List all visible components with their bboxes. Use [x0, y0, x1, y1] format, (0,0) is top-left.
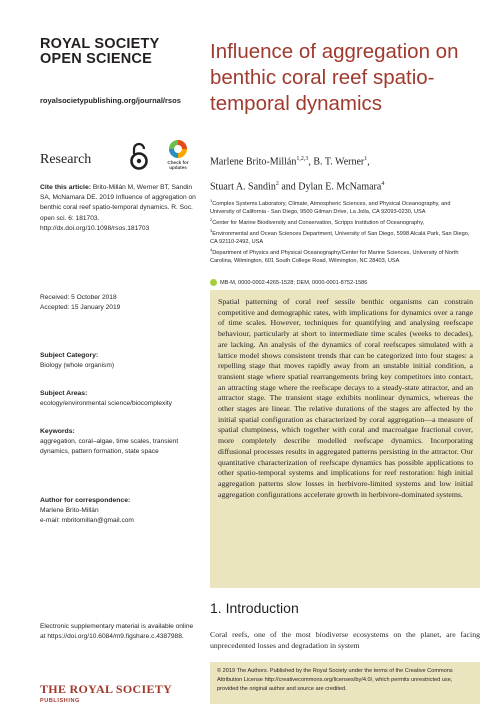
affiliation-item: $^1$Complex Systems Laboratory, Climate, Atmospheric Sciences, and Physical Oceanography, and University of California - San Diego, 9500 Gilman Drive, La Jolla, CA 92093-0230, USA — [210, 198, 451, 215]
subject-category-block — [40, 351, 198, 371]
citation-label: Cite this article: — [40, 184, 91, 191]
intro-paragraph: Coral reefs, one of the most biodiverse ecosystems on the planet, are facing unprecedented losses and degradation in system — [210, 630, 480, 650]
crossmark-label: Check for updates — [167, 160, 189, 170]
author-list — [210, 148, 490, 199]
subject-areas-value: ecology/environmental science/biocomplexity — [40, 400, 172, 408]
orcid-icon — [210, 279, 217, 286]
affiliations — [210, 197, 475, 265]
copyright-text: © 2019 The Authors. Published by the Royal Society under the terms of the Creative Commons Attribution License http://creativecommons.org/licenses/by/4.0/, which permits unrestricted use, provided the original author and source are credited. — [217, 668, 453, 692]
journal-site-link[interactable]: royalsocietypublishing.org/journal/rsos — [40, 96, 181, 105]
section-label: Research — [40, 152, 92, 167]
publisher-logo-sub: PUBLISHING — [40, 698, 80, 704]
subject-category-value: Biology (whole organism) — [40, 362, 115, 370]
article-title: Influence of aggregation on benthic coral reef spatio-temporal dynamics — [210, 40, 459, 115]
subject-category-label: Subject Category: — [40, 352, 99, 359]
affiliation-item: $^3$Environmental and Ocean Sciences Department, University of San Diego, 5998 Alcalá Park, San Diego, CA 92110-2492, USA — [210, 228, 470, 245]
brand-line-1: ROYAL SOCIETY — [40, 36, 160, 52]
journal-brand — [40, 37, 210, 67]
correspondence-email[interactable]: e-mail: mbritomillan@gmail.com — [40, 517, 134, 525]
affiliation-item: $^2$Center for Marine Biodiversity and Conservation, Scripps Institution of Oceanography, — [210, 217, 425, 226]
keywords-block — [40, 427, 198, 458]
author-affiliation-marker: 1,2,3 — [296, 156, 309, 162]
keywords-value: aggregation, coral–algae, time scales, transient dynamics, pattern formation, state space — [40, 438, 179, 456]
abstract-text: Spatial patterning of coral reef sessile benthic organisms can constrain competitive and demographic rates, with implications for dynamics over a range of time scales. However, techniques for quantifying and analysing reefscape behaviour, particularly at short to intermediate time scales (weeks to decades), are lacking. An analysis of the dynamics of coral reefscapes simulated with a lattice model shows consistent trends that can be categorized into four stages: a repelling stage that moves rapidly away from an unstable initial condition, a transient stage where spatial rearrangements bring key competitors into contact, an attracting stage where the reefscape decays to a steady-state attractor, and an attractor stage. The transient stage exhibits nonlinear dynamics, whereas the other stages are linear. The relative durations of the stages are affected by the initial spatial configuration as characterized by coral aggregation—a measure of spatial clumpiness, which together with coral and macroalgae fractional cover, more completely describe modelled reefscape dynamics. Incorporating diffusional processes results in aggregated patterns persisting in the attractor. Our quantitative characterization of reefscape dynamics has possible applications to other spatio-temporal systems and implications for reef restoration: high initial aggregation patterns slow losses in herbivore-limited systems and low initial aggregation configurations accelerate growth in herbivore-dominated systems. — [218, 297, 473, 499]
author-name: , B. T. Werner — [308, 156, 365, 168]
citation-block — [40, 183, 198, 234]
correspondence-label: Author for correspondence: — [40, 497, 131, 504]
citation-text: Brito-Millán M, Werner BT, Sandin SA, McNamara DE. 2019 Influence of aggregation on benthic coral reef spatio-temporal dynamics. R. Soc. open sci. 6: 181703. http://dx.doi.org/10.1098/rsos.181703 — [40, 184, 196, 232]
correspondence-block — [40, 496, 198, 527]
affiliation-item: $^4$Department of Physics and Physical Oceanography/Center for Marine Sciences, University of North Carolina, Wilmington, 601 South College Road, Wilmington, NC 28403, USA — [210, 247, 459, 264]
brand-line-2: OPEN SCIENCE — [40, 51, 152, 67]
author-name: Stuart A. Sandin — [210, 181, 276, 193]
dates-block — [40, 293, 198, 313]
correspondence-name: Marlene Brito-Millán — [40, 507, 99, 515]
author-separator: , — [367, 156, 370, 168]
author-name: and Dylan E. McNamara — [278, 181, 382, 193]
keywords-label: Keywords: — [40, 428, 75, 435]
publisher-logo: THE ROYAL SOCIETY — [40, 682, 173, 696]
author-affiliation-marker: 4 — [381, 181, 385, 188]
subject-areas-label: Subject Areas: — [40, 390, 88, 397]
subject-areas-block — [40, 389, 198, 409]
orcid-line[interactable] — [210, 279, 367, 286]
section-heading: 1. Introduction — [210, 600, 299, 616]
copyright-box — [210, 662, 480, 704]
abstract-box — [210, 290, 480, 588]
author-affiliation-marker: 2 — [275, 181, 279, 188]
supplementary-note[interactable]: Electronic supplementary material is available online at https://doi.org/10.6084/m9.figshare.c.4387988. — [40, 623, 194, 641]
crossmark-icon — [169, 140, 187, 158]
accepted-date: Accepted: 15 January 2019 — [40, 304, 121, 312]
orcid-text: MB-M, 0000-0002-4265-1528; DEM, 0000-0001-8752-1586 — [220, 280, 368, 286]
check-for-updates-badge[interactable] — [160, 140, 196, 170]
author-affiliation-marker: 1 — [364, 156, 368, 162]
received-date: Received: 5 October 2018 — [40, 294, 117, 301]
open-access-icon — [129, 141, 149, 171]
author-name: Marlene Brito-Millán — [210, 156, 297, 168]
